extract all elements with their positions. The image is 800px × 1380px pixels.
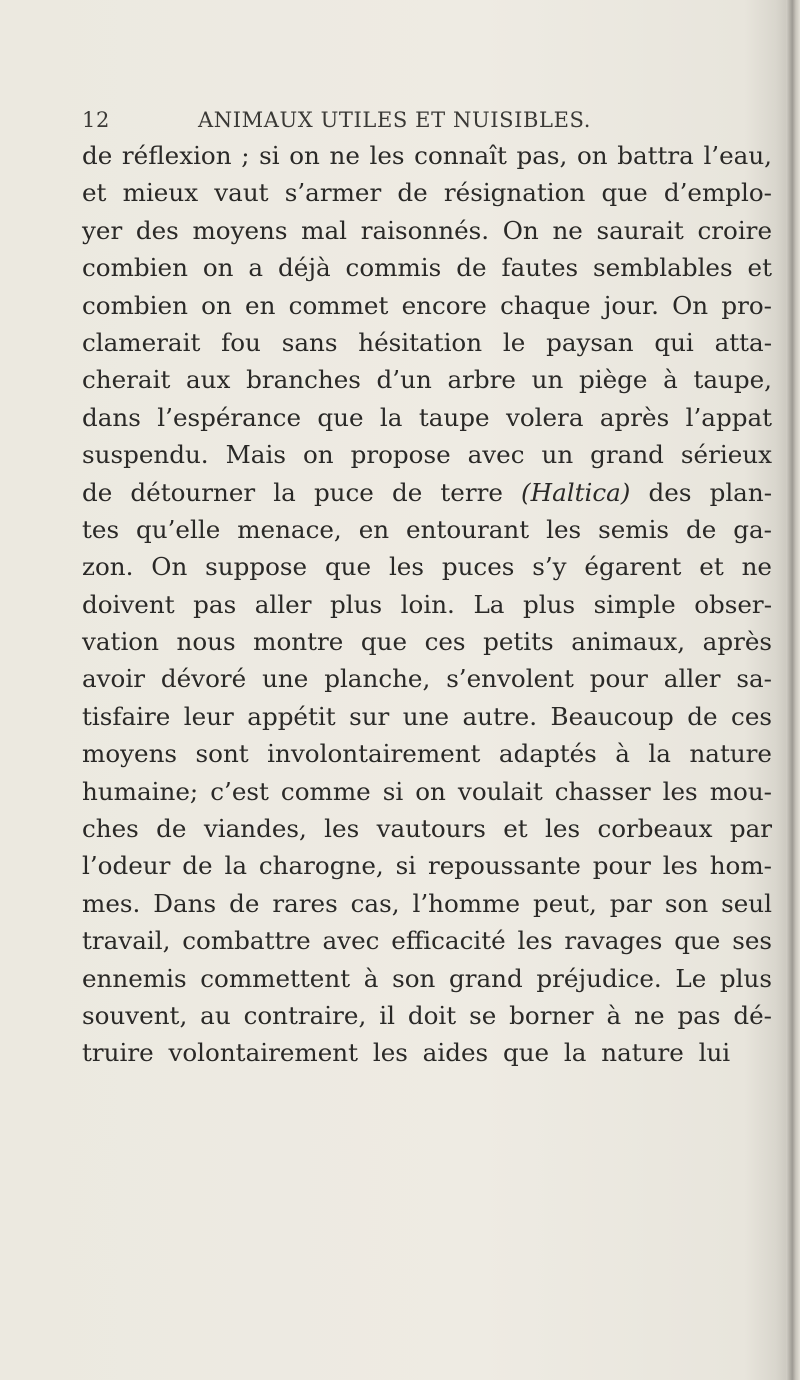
text-line: combien on en commet encore chaque jour. On pro- (82, 290, 772, 320)
text-run: des plan- (630, 477, 772, 507)
text-line: l’odeur de la charogne, si repoussante pour les hom- (82, 851, 772, 881)
text-line: tes qu’elle menace, en entourant les semis de ga- (82, 514, 772, 544)
text-line: suspendu. Mais on propose avec un grand sérieux (82, 440, 772, 470)
text-line: clamerait fou sans hésitation le paysan qui atta- (82, 327, 772, 357)
text-line: mes. Dans de rares cas, l’homme peut, par son seul (82, 888, 772, 918)
latin-name: (Haltica) (521, 477, 631, 507)
text-line: yer des moyens mal raisonnés. On ne saurait croire (82, 215, 772, 245)
text-line: combien on a déjà commis de fautes semblables et (82, 253, 772, 283)
text-line: ches de viandes, les vautours et les corbeaux par (82, 814, 772, 844)
body-text (82, 137, 772, 1072)
text-line: et mieux vaut s’armer de résignation que d’emplo- (82, 178, 772, 208)
text-line (82, 474, 772, 511)
text-line: cherait aux branches d’un arbre un piège à taupe, (82, 365, 772, 395)
text-line: avoir dévoré une planche, s’envolent pour aller sa- (82, 664, 772, 694)
text-line: dans l’espérance que la taupe volera après l’appat (82, 402, 772, 432)
text-line: doivent pas aller plus loin. La plus simple obser- (82, 589, 772, 619)
running-title: ANIMAUX UTILES ET NUISIBLES. (198, 108, 592, 132)
text-line: truire volontairement les aides que la nature lui (82, 1038, 731, 1068)
text-line: vation nous montre que ces petits animaux, après (82, 627, 772, 657)
text-line: travail, combattre avec efficacité les ravages que ses (82, 926, 772, 956)
text-run: de détourner la puce de terre (82, 477, 522, 507)
text-line: moyens sont involontairement adaptés à la nature (82, 739, 772, 769)
text-line: de réflexion ; si on ne les connaît pas, on battra l’eau, (82, 141, 772, 170)
text-line: zon. On suppose que les puces s’y égarent et ne (82, 552, 772, 582)
running-header (82, 108, 642, 138)
page-edge-shadow (786, 0, 800, 1380)
text-line: humaine; c’est comme si on voulait chasser les mou- (82, 776, 772, 806)
text-line: tisfaire leur appétit sur une autre. Beaucoup de ces (82, 701, 772, 731)
text-line: souvent, au contraire, il doit se borner à ne pas dé- (82, 1000, 772, 1030)
page-number: 12 (82, 108, 110, 132)
text-line: ennemis commettent à son grand préjudice. Le plus (82, 963, 772, 993)
